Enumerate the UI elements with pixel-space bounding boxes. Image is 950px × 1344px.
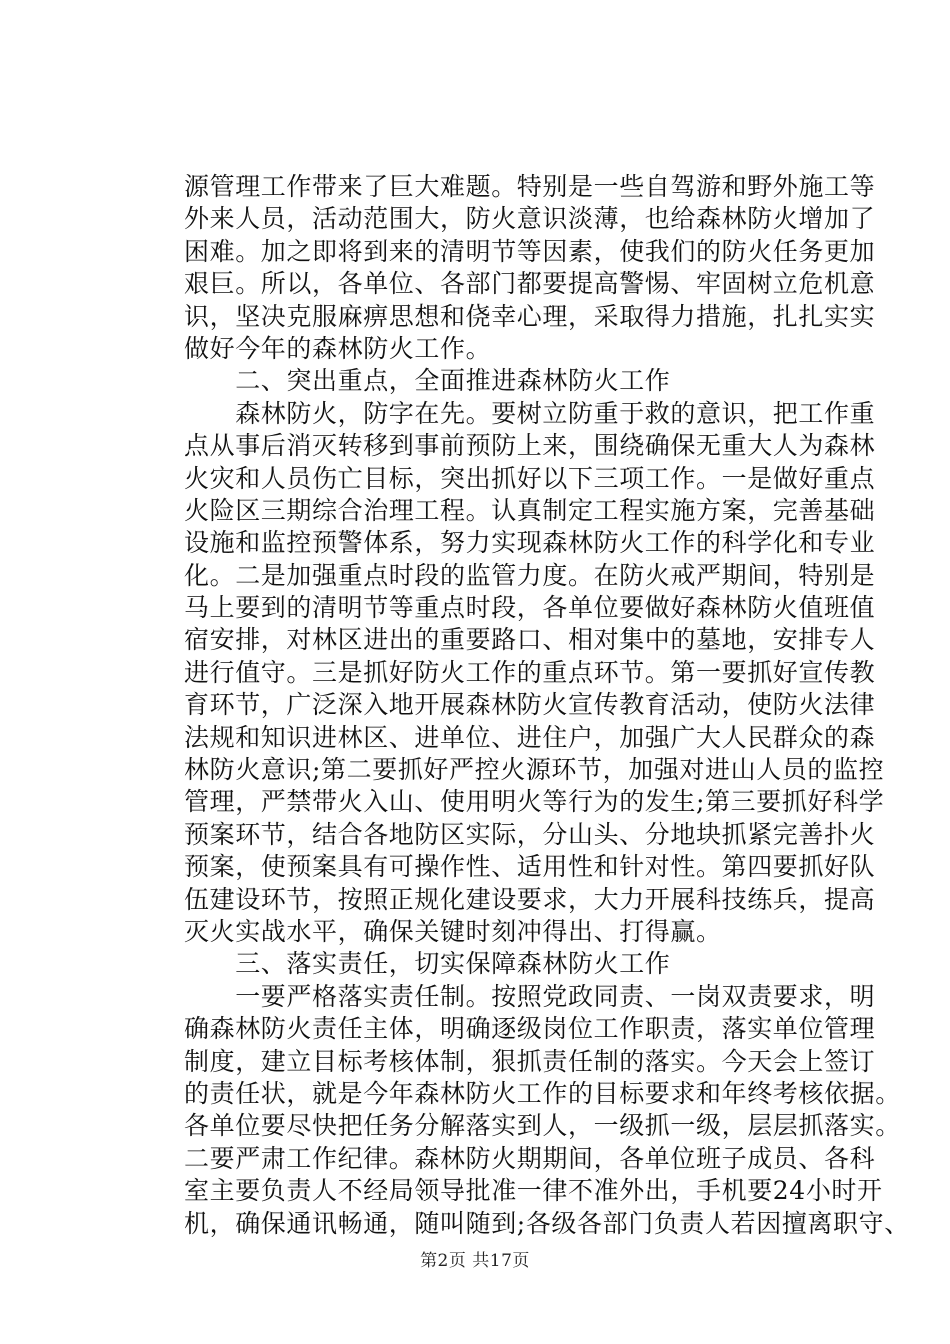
text-line: 育环节，广泛深入地开展森林防火宣传教育活动，使防火法律 xyxy=(184,690,876,720)
text-line: 预案，使预案具有可操作性、适用性和针对性。第四要抓好队 xyxy=(184,852,876,882)
text-line: 马上要到的清明节等重点时段，各单位要做好森林防火值班值 xyxy=(184,593,876,623)
text-line: 源管理工作带来了巨大难题。特别是一些自驾游和野外施工等 xyxy=(184,172,876,201)
text-line: 制度，建立目标考核体制，狠抓责任制的落实。今天会上签订 xyxy=(184,1046,876,1076)
text-line: 点从事后消灭转移到事前预防上来，围绕确保无重大人为森林 xyxy=(184,431,876,461)
text-line: 火灾和人员伤亡目标，突出抓好以下三项工作。一是做好重点 xyxy=(184,463,876,493)
text-line: 火险区三期综合治理工程。认真制定工程实施方案，完善基础 xyxy=(184,495,876,525)
text-line: 设施和监控预警体系，努力实现森林防火工作的科学化和专业 xyxy=(184,528,876,558)
text-line: 进行值守。三是抓好防火工作的重点环节。第一要抓好宣传教 xyxy=(184,657,876,687)
text-line: 各单位要尽快把任务分解落实到人，一级抓一级，层层抓落实。 xyxy=(184,1111,901,1141)
text-line: 二要严肃工作纪律。森林防火期期间，各单位班子成员、各科 xyxy=(184,1143,876,1173)
text-line: 做好今年的森林防火工作。 xyxy=(184,333,492,363)
section-heading-2: 二、突出重点，全面推进森林防火工作 xyxy=(184,366,671,396)
text-line: 预案环节，结合各地防区实际，分山头、分地块抓紧完善扑火 xyxy=(184,819,876,849)
text-line: 室主要负责人不经局领导批准一律不准外出，手机要24小时开 xyxy=(184,1176,883,1206)
section-heading-3: 三、落实责任，切实保障森林防火工作 xyxy=(184,949,671,979)
text-line: 管理，严禁带火入山、使用明火等行为的发生;第三要抓好科学 xyxy=(184,787,885,817)
document-body xyxy=(184,171,910,1240)
text-line: 法规和知识进林区、进单位、进住户，加强广大人民群众的森 xyxy=(184,722,876,752)
page-number-footer: 第2页 共17页 xyxy=(420,1251,530,1271)
text-line: 困难。加之即将到来的清明节等因素，使我们的防火任务更加 xyxy=(184,236,876,266)
text-line: 机，确保通讯畅通，随叫随到;各级各部门负责人若因擅离职守、 xyxy=(184,1208,910,1238)
text-line: 森林防火，防字在先。要树立防重于救的意识，把工作重 xyxy=(184,398,876,428)
text-line: 宿安排，对林区进出的重要路口、相对集中的墓地，安排专人 xyxy=(184,625,876,655)
text-line: 一要严格落实责任制。按照党政同责、一岗双责要求，明 xyxy=(184,981,876,1011)
text-line: 识，坚决克服麻痹思想和侥幸心理，采取得力措施，扎扎实实 xyxy=(184,301,876,331)
text-line: 林防火意识;第二要抓好严控火源环节，加强对进山人员的监控 xyxy=(184,755,885,785)
text-line: 艰巨。所以，各单位、各部门都要提高警惕、牢固树立危机意 xyxy=(184,269,876,299)
text-line: 灭火实战水平，确保关键时刻冲得出、打得赢。 xyxy=(184,916,722,946)
text-line: 外来人员，活动范围大，防火意识淡薄，也给森林防火增加了 xyxy=(184,204,876,234)
text-line: 的责任状，就是今年森林防火工作的目标要求和年终考核依据。 xyxy=(184,1078,901,1108)
text-line: 确森林防火责任主体，明确逐级岗位工作职责，落实单位管理 xyxy=(184,1014,876,1044)
text-line: 化。二是加强重点时段的监管力度。在防火戒严期间，特别是 xyxy=(184,560,876,590)
text-line: 伍建设环节，按照正规化建设要求，大力开展科技练兵，提高 xyxy=(184,884,876,914)
